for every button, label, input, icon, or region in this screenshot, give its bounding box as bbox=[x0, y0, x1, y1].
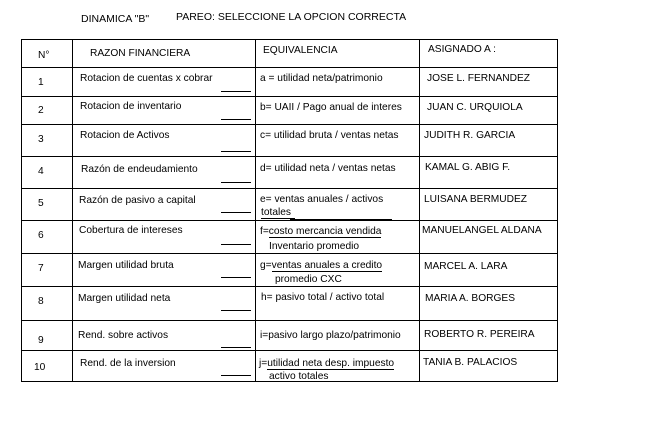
equivalencia-text-line2: totales bbox=[261, 207, 295, 219]
fraction-denominator: activo totales bbox=[269, 371, 329, 382]
fraction-denominator: promedio CXC bbox=[275, 274, 342, 285]
fraction-numerator: costo mercancia vendida bbox=[268, 226, 382, 237]
column-divider bbox=[419, 39, 420, 381]
row-divider bbox=[21, 67, 558, 68]
razon-label: Cobertura de intereses bbox=[79, 225, 183, 236]
fraction-underline bbox=[290, 219, 392, 220]
razon-label: Rend. de la inversion bbox=[80, 358, 176, 369]
equivalencia-text: c= utilidad bruta / ventas netas bbox=[260, 130, 399, 141]
row-divider bbox=[21, 124, 558, 125]
row-divider bbox=[21, 156, 558, 157]
row-divider bbox=[21, 220, 558, 221]
fraction-numerator: ventas anuales a credito bbox=[271, 260, 383, 271]
assigned-name: TANIA B. PALACIOS bbox=[423, 357, 518, 368]
row-divider bbox=[21, 350, 558, 351]
row-number: 6 bbox=[38, 230, 44, 241]
assigned-name: MANUELANGEL ALDANA bbox=[422, 225, 542, 236]
row-number: 9 bbox=[38, 335, 44, 346]
column-header-asignado: ASIGNADO A : bbox=[428, 44, 496, 55]
equivalencia-prefix: g= bbox=[260, 260, 272, 271]
column-header-equivalencia: EQUIVALENCIA bbox=[263, 45, 338, 56]
razon-label: Rend. sobre activos bbox=[78, 330, 169, 341]
row-number: 1 bbox=[38, 77, 44, 88]
column-header-number: N° bbox=[38, 50, 50, 61]
answer-blank[interactable] bbox=[221, 182, 251, 183]
answer-blank[interactable] bbox=[221, 244, 251, 245]
row-number: 4 bbox=[38, 166, 44, 177]
column-divider bbox=[72, 39, 73, 381]
row-divider bbox=[21, 286, 558, 287]
razon-label: Razón de pasivo a capital bbox=[79, 195, 196, 206]
answer-blank[interactable] bbox=[221, 91, 251, 92]
razon-label: Margen utilidad bruta bbox=[78, 260, 174, 271]
column-header-razon: RAZON FINANCIERA bbox=[90, 48, 191, 59]
row-divider bbox=[21, 188, 558, 189]
row-number: 10 bbox=[34, 362, 46, 373]
razon-label: Rotacion de inventario bbox=[80, 101, 182, 112]
razon-label: Rotacion de Activos bbox=[80, 130, 170, 141]
row-number: 5 bbox=[38, 198, 44, 209]
page-title: DINAMICA "B" bbox=[81, 13, 150, 25]
equivalencia-text bbox=[260, 226, 381, 237]
equivalencia-text: b= UAII / Pago anual de interes bbox=[260, 102, 402, 113]
assigned-name: KAMAL G. ABIG F. bbox=[425, 162, 511, 173]
razon-label: Razón de endeudamiento bbox=[81, 164, 198, 175]
instruction-text: PAREO: SELECCIONE LA OPCION CORRECTA bbox=[176, 11, 407, 23]
fraction-denominator: Inventario promedio bbox=[269, 241, 360, 252]
equivalencia-text bbox=[260, 260, 382, 271]
answer-blank[interactable] bbox=[221, 347, 251, 348]
equivalencia-text: i=pasivo largo plazo/patrimonio bbox=[260, 330, 401, 341]
assigned-name: JUDITH R. GARCIA bbox=[424, 130, 516, 141]
row-number: 3 bbox=[38, 134, 44, 145]
razon-label: Margen utilidad neta bbox=[78, 293, 171, 304]
equivalencia-text: h= pasivo total / activo total bbox=[261, 292, 385, 303]
row-divider bbox=[21, 96, 558, 97]
answer-blank[interactable] bbox=[221, 212, 251, 213]
assigned-name: MARCEL A. LARA bbox=[424, 261, 508, 272]
assigned-name: LUISANA BERMUDEZ bbox=[424, 194, 528, 205]
answer-blank[interactable] bbox=[221, 375, 251, 376]
column-divider bbox=[255, 39, 256, 381]
answer-blank[interactable] bbox=[221, 310, 251, 311]
table-border-right bbox=[557, 39, 558, 381]
row-number: 7 bbox=[38, 263, 44, 274]
answer-blank[interactable] bbox=[221, 119, 251, 120]
assigned-name: JOSE L. FERNANDEZ bbox=[427, 73, 531, 84]
assigned-name: JUAN C. URQUIOLA bbox=[427, 102, 523, 113]
equivalencia-prefix: f= bbox=[260, 226, 269, 237]
razon-label: Rotacion de cuentas x cobrar bbox=[80, 73, 213, 84]
equivalencia-text bbox=[259, 358, 394, 369]
equivalencia-prefix: j= bbox=[259, 358, 268, 369]
fraction-numerator: utilidad neta desp. impuesto bbox=[267, 358, 395, 369]
table-border-left bbox=[21, 39, 22, 381]
answer-blank[interactable] bbox=[221, 277, 251, 278]
assigned-name: ROBERTO R. PEREIRA bbox=[424, 329, 535, 340]
answer-blank[interactable] bbox=[221, 151, 251, 152]
equivalencia-text: e= ventas anuales / activos bbox=[260, 194, 384, 205]
row-divider bbox=[21, 320, 558, 321]
equivalencia-text: a = utilidad neta/patrimonio bbox=[260, 73, 383, 84]
row-number: 2 bbox=[38, 105, 44, 116]
row-divider bbox=[21, 253, 558, 254]
assigned-name: MARIA A. BORGES bbox=[425, 293, 516, 304]
equivalencia-text: d= utilidad neta / ventas netas bbox=[260, 163, 396, 174]
table-border-top bbox=[21, 39, 558, 40]
row-number: 8 bbox=[38, 296, 44, 307]
